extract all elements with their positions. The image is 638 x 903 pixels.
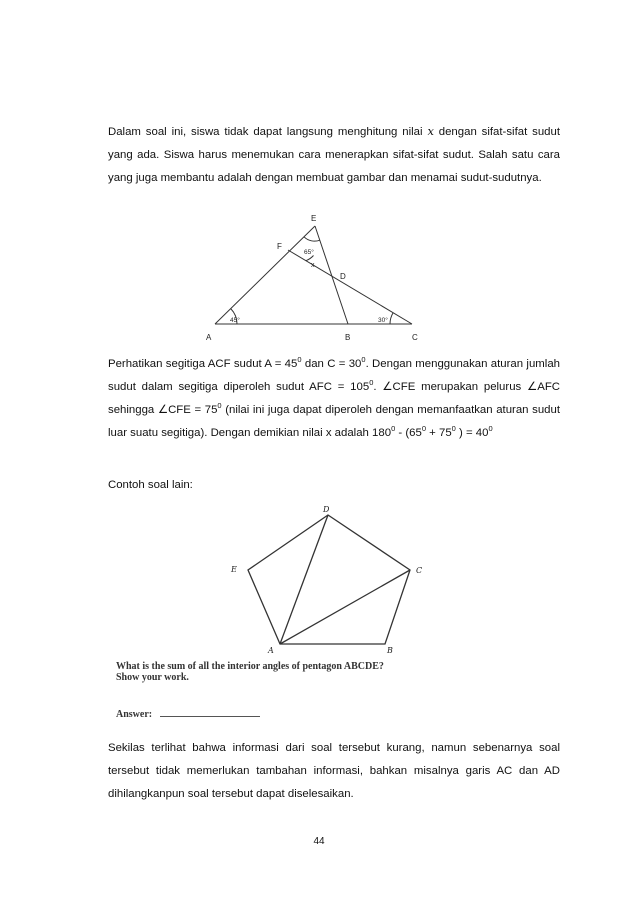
- answer-label: Answer:: [116, 709, 153, 720]
- label-point-c: C: [412, 333, 418, 342]
- diagonal-ad: [280, 515, 328, 644]
- label-point-b: B: [387, 646, 393, 655]
- arc-angle-x: [306, 256, 314, 261]
- example-heading: Contoh soal lain:: [108, 479, 193, 491]
- label-angle-c: 30°: [378, 317, 388, 324]
- question-line-2: Show your work.: [116, 672, 189, 683]
- arc-angle-c: [390, 313, 393, 324]
- page-number: 44: [313, 836, 325, 847]
- label-point-a: A: [206, 333, 212, 342]
- triangle-figure: [200, 208, 430, 348]
- label-point-c: C: [416, 566, 423, 575]
- label-point-b: B: [345, 333, 351, 342]
- explanation-paragraph: Perhatikan segitiga ACF sudut $A = 45^0$ dan $C = 30^0$. Dengan menggunakan aturan jumlah sudut dalam segitiga diperoleh sudut AFC = $105^0$. ∠CFE merupakan pelurus ∠AFC sehingga ∠CFE = $75^0$ (nilai ini juga dapat diperoleh dengan memanfaatkan aturan sudut luar suatu segitiga). Dengan demikian nilai x adalah $180^0 - (65^0 + 75^0$ ) = $40^0$: [108, 355, 560, 439]
- diagonal-ac: [280, 570, 410, 644]
- label-point-a: A: [268, 646, 274, 655]
- question-line-1: What is the sum of all the interior angles of pentagon ABCDE?: [116, 661, 384, 672]
- label-point-e: E: [231, 565, 237, 574]
- label-point-f: F: [277, 242, 282, 251]
- label-angle-x: x: [311, 262, 315, 269]
- label-angle-e: 65°: [304, 249, 314, 256]
- pentagon-figure: [225, 500, 435, 655]
- answer-blank-line: [160, 716, 260, 717]
- pentagon-abcde: [248, 515, 410, 644]
- segment-ae: [215, 226, 315, 324]
- intro-paragraph: Dalam soal ini, siswa tidak dapat langsung menghitung nilai x dengan sifat-sifat sudut yang ada. Siswa harus menemukan cara menerapkan sifat-sifat sudut. Salah satu cara yang juga membantu adalah dengan membuat gambar dan menamai sudut-sudutnya.: [108, 124, 560, 184]
- variable-x: x: [427, 124, 434, 138]
- label-point-d: D: [323, 505, 330, 514]
- arc-angle-e: [304, 237, 320, 241]
- label-angle-a: 45°: [230, 317, 240, 324]
- label-point-d: D: [340, 272, 346, 281]
- closing-paragraph: Sekilas terlihat bahwa informasi dari soal tersebut kurang, namun sebenarnya soal tersebut tidak memerlukan tambahan informasi, bahkan misalnya garis AC dan AD dihilangkanpun soal tersebut dapat diselesaikan.: [108, 742, 560, 800]
- label-point-e: E: [311, 214, 317, 223]
